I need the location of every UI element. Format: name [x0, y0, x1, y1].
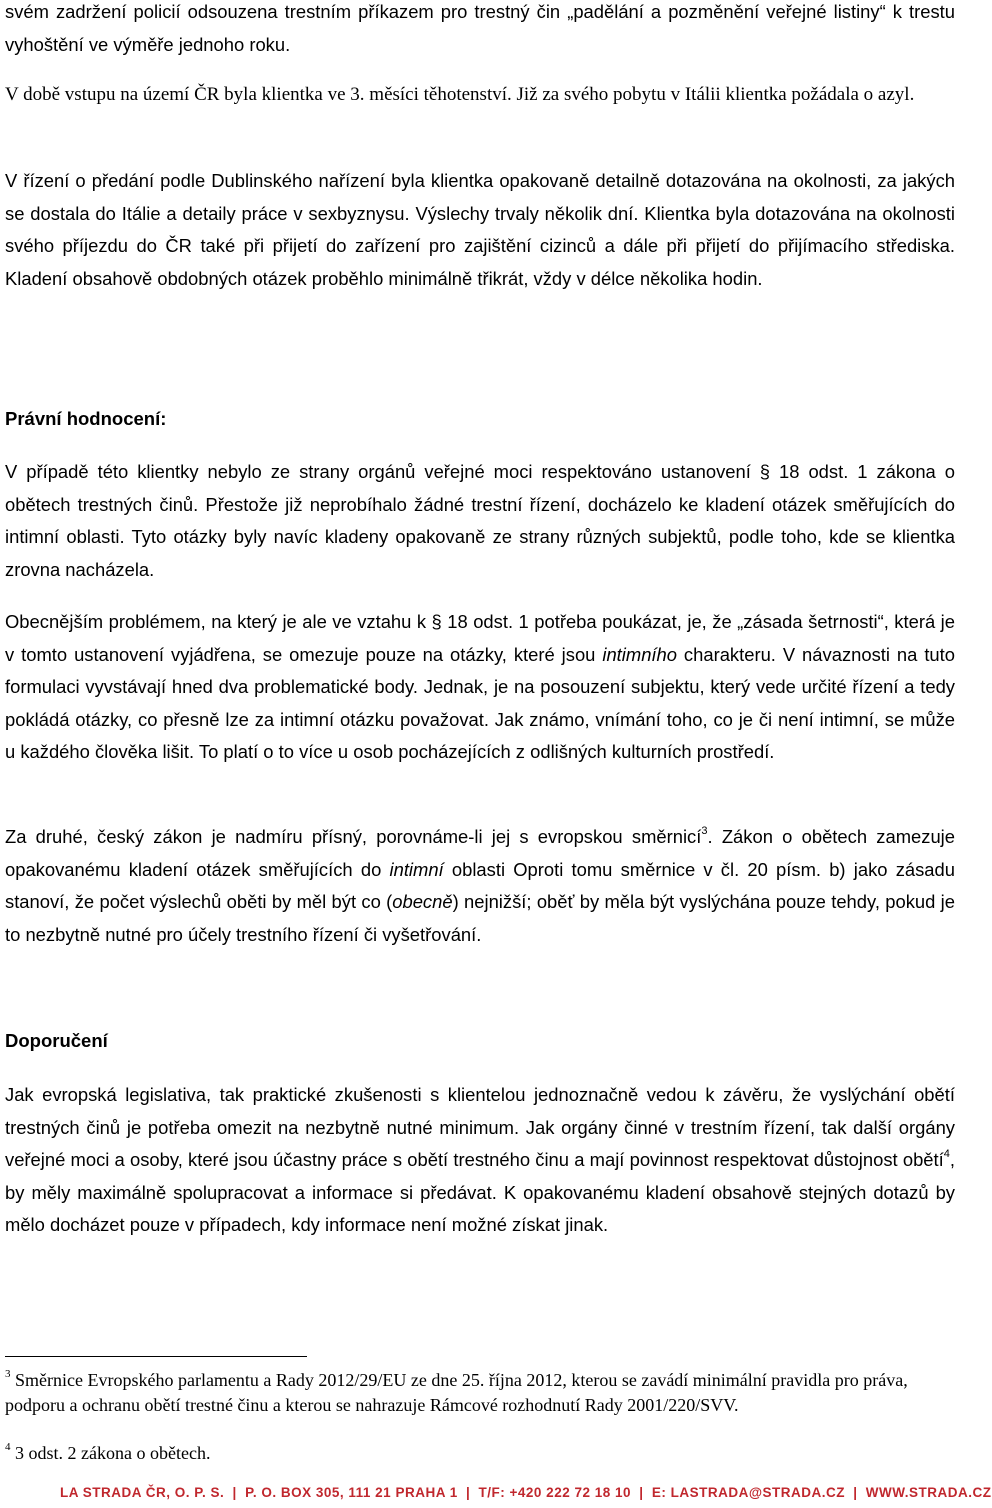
footnote-ref-4[interactable]: 4 — [943, 1147, 950, 1160]
paragraph-entry: V době vstupu na území ČR byla klientka ve 3. měsíci těhotenství. Již za svého pobytu v Itálii klientka požádala o azyl. — [5, 84, 915, 105]
paragraph-recommendation — [5, 1079, 955, 1242]
paragraph-legal-3-emphasis-1: intimní — [389, 858, 444, 880]
page-footer — [0, 1481, 992, 1508]
footnote-4 — [5, 1441, 955, 1466]
paragraph-legal-3-part-a: Za druhé, český zákon je nadmíru přísný, porovnáme-li jej s evropskou směrnicí — [5, 826, 702, 847]
paragraph-legal-3-emphasis-2: obecně — [392, 891, 453, 912]
footer-separator: | — [853, 1485, 858, 1500]
paragraph-legal-3-part-c: oblasti Oproti tomu směrnice v čl. 20 písm. b) jako zásadu stanoví, že počet výslechů oběti by měl být co ( — [5, 858, 955, 912]
footnote-ref-3[interactable]: 3 — [701, 824, 708, 837]
footer-phone[interactable]: T/F: +420 222 72 18 10 — [478, 1485, 632, 1500]
footnote-3-text: Směrnice Evropského parlamentu a Rady 2012/29/EU ze dne 25. října 2012, kterou se zavádí minimální pravidla pro práva, podporu a ochranu obětí trestné činu a kterou se nahrazuje Rámcové rozhodnutí Rady 2001/220/SVV. — [5, 1370, 908, 1415]
footer-separator: | — [639, 1485, 644, 1500]
paragraph-intro: svém zadržení policií odsouzena trestním příkazem pro trestný čin „padělání a pozměnění veřejné listiny“ k trestu vyhoštění ve výměře jednoho roku. — [5, 1, 955, 55]
paragraph-dublin: V řízení o předání podle Dublinského nařízení byla klientka opakovaně detailně dotazována na okolnosti, za jakých se dostala do Itálie a detaily práce v sexbyznysu. Výslechy trvaly několik dní. Klientka byla dotazována na okolnosti svého příjezdu do ČR také při přijetí do zařízení pro zajištění cizinců a dále při přijetí do přijímacího střediska. Kladení obsahově obdobných otázek proběhlo minimálně třikrát, vždy v délce několika hodin. — [5, 170, 955, 289]
footnote-4-text: 3 odst. 2 zákona o obětech. — [10, 1443, 211, 1463]
paragraph-recommendation-part-b: , by měly maximálně spolupracovat a informace si předávat. K opakovanému kladení obsahově stejných dotazů by mělo docházet pouze v případech, kdy informace není možné získat jinak. — [5, 1149, 955, 1235]
footnote-3-number: 3 — [5, 1368, 11, 1380]
heading-legal-assessment: Právní hodnocení: — [5, 408, 167, 429]
paragraph-legal-3-part-b: . Zákon o obětech zamezuje opakovanému kladení otázek směřujících do — [5, 826, 955, 880]
paragraph-legal-2-emphasis: intimního — [602, 643, 677, 665]
footer-separator: | — [232, 1485, 237, 1500]
footer-po-box: P. O. BOX 305, 111 21 PRAHA 1 — [245, 1485, 458, 1500]
footnote-separator — [5, 1356, 307, 1357]
heading-recommendation: Doporučení — [5, 1030, 108, 1051]
footnote-3 — [5, 1368, 955, 1417]
footer-separator: | — [465, 1485, 471, 1500]
footer-org: LA STRADA ČR, O. P. S. — [60, 1485, 225, 1500]
paragraph-legal-1: V případě této klientky nebylo ze strany orgánů veřejné moci respektováno ustanovení § 18 odst. 1 zákona o obětech trestných činů. Přestože již neprobíhalo žádné trestní řízení, docházelo ke kladení otázek směřujících do intimní oblasti. Tyto otázky byly navíc kladeny opakovaně ze strany různých subjektů, podle toho, kde se klientka zrovna nacházela. — [5, 461, 955, 580]
footnote-4-number: 4 — [5, 1441, 11, 1453]
paragraph-legal-3-part-d: ) nejnižší; oběť by měla být vyslýchána pouze tehdy, pokud je to nezbytně nutné pro účely trestního řízení či vyšetřování. — [5, 891, 955, 945]
paragraph-recommendation-part-a: Jak evropská legislativa, tak praktické zkušenosti s klientelou jednoznačně vedou k závěru, že vyslýchání obětí trestných činů je potřeba omezit na nezbytně nutné minimum. Jak orgány činné v trestním řízení, tak další orgány veřejné moci a osoby, které jsou účastny práce s obětí trestného činu a mají povinnost respektovat důstojnost obětí — [5, 1084, 955, 1170]
paragraph-legal-2-part-b: charakteru. V návaznosti na tuto formulaci vyvstávají hned dva problematické body. Jednak, je na posouzení subjektu, který vede určité řízení a tedy pokládá otázky, co přesně lze za intimní otázku považovat. Jak známo, vnímání toho, co je či není intimní, se může u každého člověka lišit. To platí o to více u osob pocházejících z odlišných kulturních prostředí. — [5, 643, 955, 762]
paragraph-legal-2-part-a: Obecnějším problémem, na který je ale ve vztahu k § 18 odst. 1 potřeba poukázat, je, že „zásada šetrnosti“, která je v tomto ustanovení vyjádřena, se omezuje pouze na otázky, které jsou — [5, 611, 955, 665]
footer-contact-line — [60, 1485, 992, 1500]
footer-website[interactable]: WWW.STRADA.CZ — [865, 1485, 992, 1500]
footer-email[interactable]: E: LASTRADA@STRADA.CZ — [651, 1485, 845, 1500]
paragraph-legal-2 — [5, 606, 955, 769]
paragraph-legal-3 — [5, 821, 955, 951]
